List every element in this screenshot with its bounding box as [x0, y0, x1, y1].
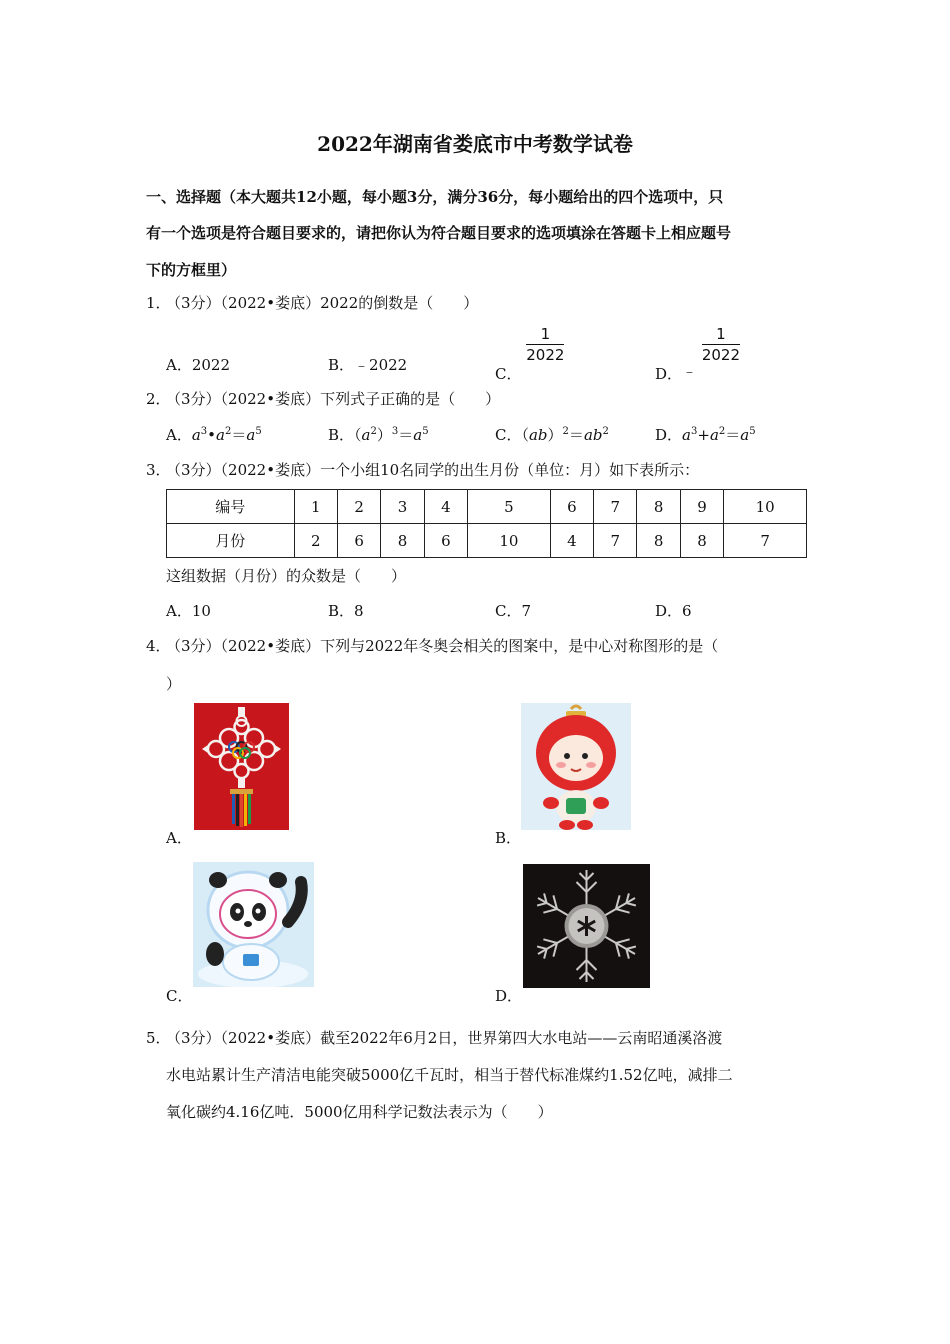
question-4 — [146, 635, 718, 656]
shuey-rhon-rhon-image — [521, 703, 631, 830]
q1-option-d — [655, 325, 741, 383]
chinese-knot-icon — [194, 703, 289, 830]
option-label: C． — [495, 364, 522, 383]
q4-option-c: C． — [166, 987, 193, 1005]
bing-dwen-dwen-image — [193, 862, 314, 987]
q1-option-a: A．2022 — [166, 356, 231, 374]
table-cell: 6 — [424, 524, 467, 558]
question-5 — [146, 1027, 722, 1048]
q1-option-b: B．﹣2022 — [328, 356, 408, 374]
birth-month-table — [166, 489, 807, 558]
numerator: 1 — [702, 325, 740, 345]
section-heading-line1: 一、选择题（本大题共12小题，每小题3分，满分36分，每小题给出的四个选项中，只 — [146, 188, 724, 206]
q4-option-d: D． — [495, 987, 523, 1005]
fraction — [526, 325, 564, 364]
question-number: 4． — [146, 637, 171, 655]
denominator: 2022 — [701, 346, 741, 364]
question-3 — [146, 459, 699, 480]
denominator: 2022 — [526, 346, 565, 364]
q4-option-b: B． — [495, 829, 522, 847]
question-5-line2: 水电站累计生产清洁电能突破5000亿千瓦时，相当于替代标准煤约1.52亿吨，减排二 — [166, 1066, 733, 1084]
snowflake-image — [523, 864, 650, 988]
q3-option-d: D．6 — [655, 602, 692, 620]
table-cell: 5 — [468, 490, 551, 524]
question-stem: （3分）（2022•娄底）一个小组10名同学的出生月份（单位：月）如下表所示： — [166, 461, 700, 479]
table-cell: 月份 — [167, 524, 295, 558]
page-title: 2022年湖南省娄底市中考数学试卷 — [317, 132, 633, 156]
option-label: D． — [655, 364, 683, 383]
table-row — [167, 490, 807, 524]
table-cell: 6 — [337, 524, 380, 558]
question-number: 1． — [146, 294, 171, 312]
question-5-line3: 氧化碳约4.16亿吨．5000亿用科学记数法表示为（ ） — [166, 1103, 553, 1121]
q2-option-b: B．$(a^2)^3=a^5$ — [328, 426, 429, 444]
table-cell: 8 — [637, 524, 680, 558]
table-cell: 6 — [550, 490, 593, 524]
q4-stem-end: ） — [166, 675, 182, 693]
table-cell: 9 — [680, 490, 723, 524]
table-cell: 编号 — [167, 490, 295, 524]
question-2 — [146, 388, 500, 409]
table-cell: 7 — [594, 490, 637, 524]
table-cell: 7 — [724, 524, 807, 558]
chinese-knot-image — [194, 703, 289, 830]
numerator: 1 — [526, 325, 564, 345]
table-cell: 2 — [294, 524, 337, 558]
panda-mascot-icon — [193, 862, 314, 987]
q3-followup: 这组数据（月份）的众数是（ ） — [166, 567, 407, 585]
question-stem: （3分）（2022•娄底）下列与2022年冬奥会相关的图案中，是中心对称图形的是（ — [166, 637, 719, 655]
table-cell: 10 — [468, 524, 551, 558]
q3-option-c: C．7 — [495, 602, 532, 620]
lantern-mascot-icon — [521, 703, 631, 830]
q2-option-d: D．$a^3+a^2=a^5$ — [655, 426, 756, 444]
table-cell: 8 — [637, 490, 680, 524]
table-cell: 2 — [337, 490, 380, 524]
table-cell: 8 — [381, 524, 424, 558]
table-cell: 3 — [381, 490, 424, 524]
q3-option-b: B．8 — [328, 602, 364, 620]
table-cell: 10 — [724, 490, 807, 524]
q2-option-a: A．$a^3•a^2=a^5$ — [166, 426, 262, 444]
q1-option-c — [495, 325, 565, 383]
table-row — [167, 524, 807, 558]
q3-option-a: A．10 — [166, 602, 211, 620]
question-stem: （3分）（2022•娄底）截至2022年6月2日，世界第四大水电站——云南昭通溪洛渡 — [166, 1029, 723, 1047]
snowflake-icon — [523, 864, 650, 988]
fraction — [702, 325, 740, 364]
question-number: 3． — [146, 461, 171, 479]
q4-option-a: A． — [166, 829, 192, 847]
question-number: 5． — [146, 1029, 171, 1047]
table-cell: 1 — [294, 490, 337, 524]
table-cell: 4 — [424, 490, 467, 524]
minus-sign: ﹣ — [682, 361, 698, 380]
table-cell: 7 — [594, 524, 637, 558]
section-heading-line3: 下的方框里） — [146, 261, 237, 279]
section-heading-line2: 有一个选项是符合题目要求的，请把你认为符合题目要求的选项填涂在答题卡上相应题号 — [146, 224, 732, 242]
question-1 — [146, 292, 478, 313]
question-stem: （3分）（2022•娄底）下列式子正确的是（ ） — [166, 390, 501, 408]
question-stem: （3分）（2022•娄底）2022的倒数是（ ） — [166, 294, 479, 312]
q2-option-c: C．$(ab)^2=ab^2$ — [495, 426, 609, 444]
question-number: 2． — [146, 390, 171, 408]
table-cell: 8 — [680, 524, 723, 558]
table-cell: 4 — [550, 524, 593, 558]
